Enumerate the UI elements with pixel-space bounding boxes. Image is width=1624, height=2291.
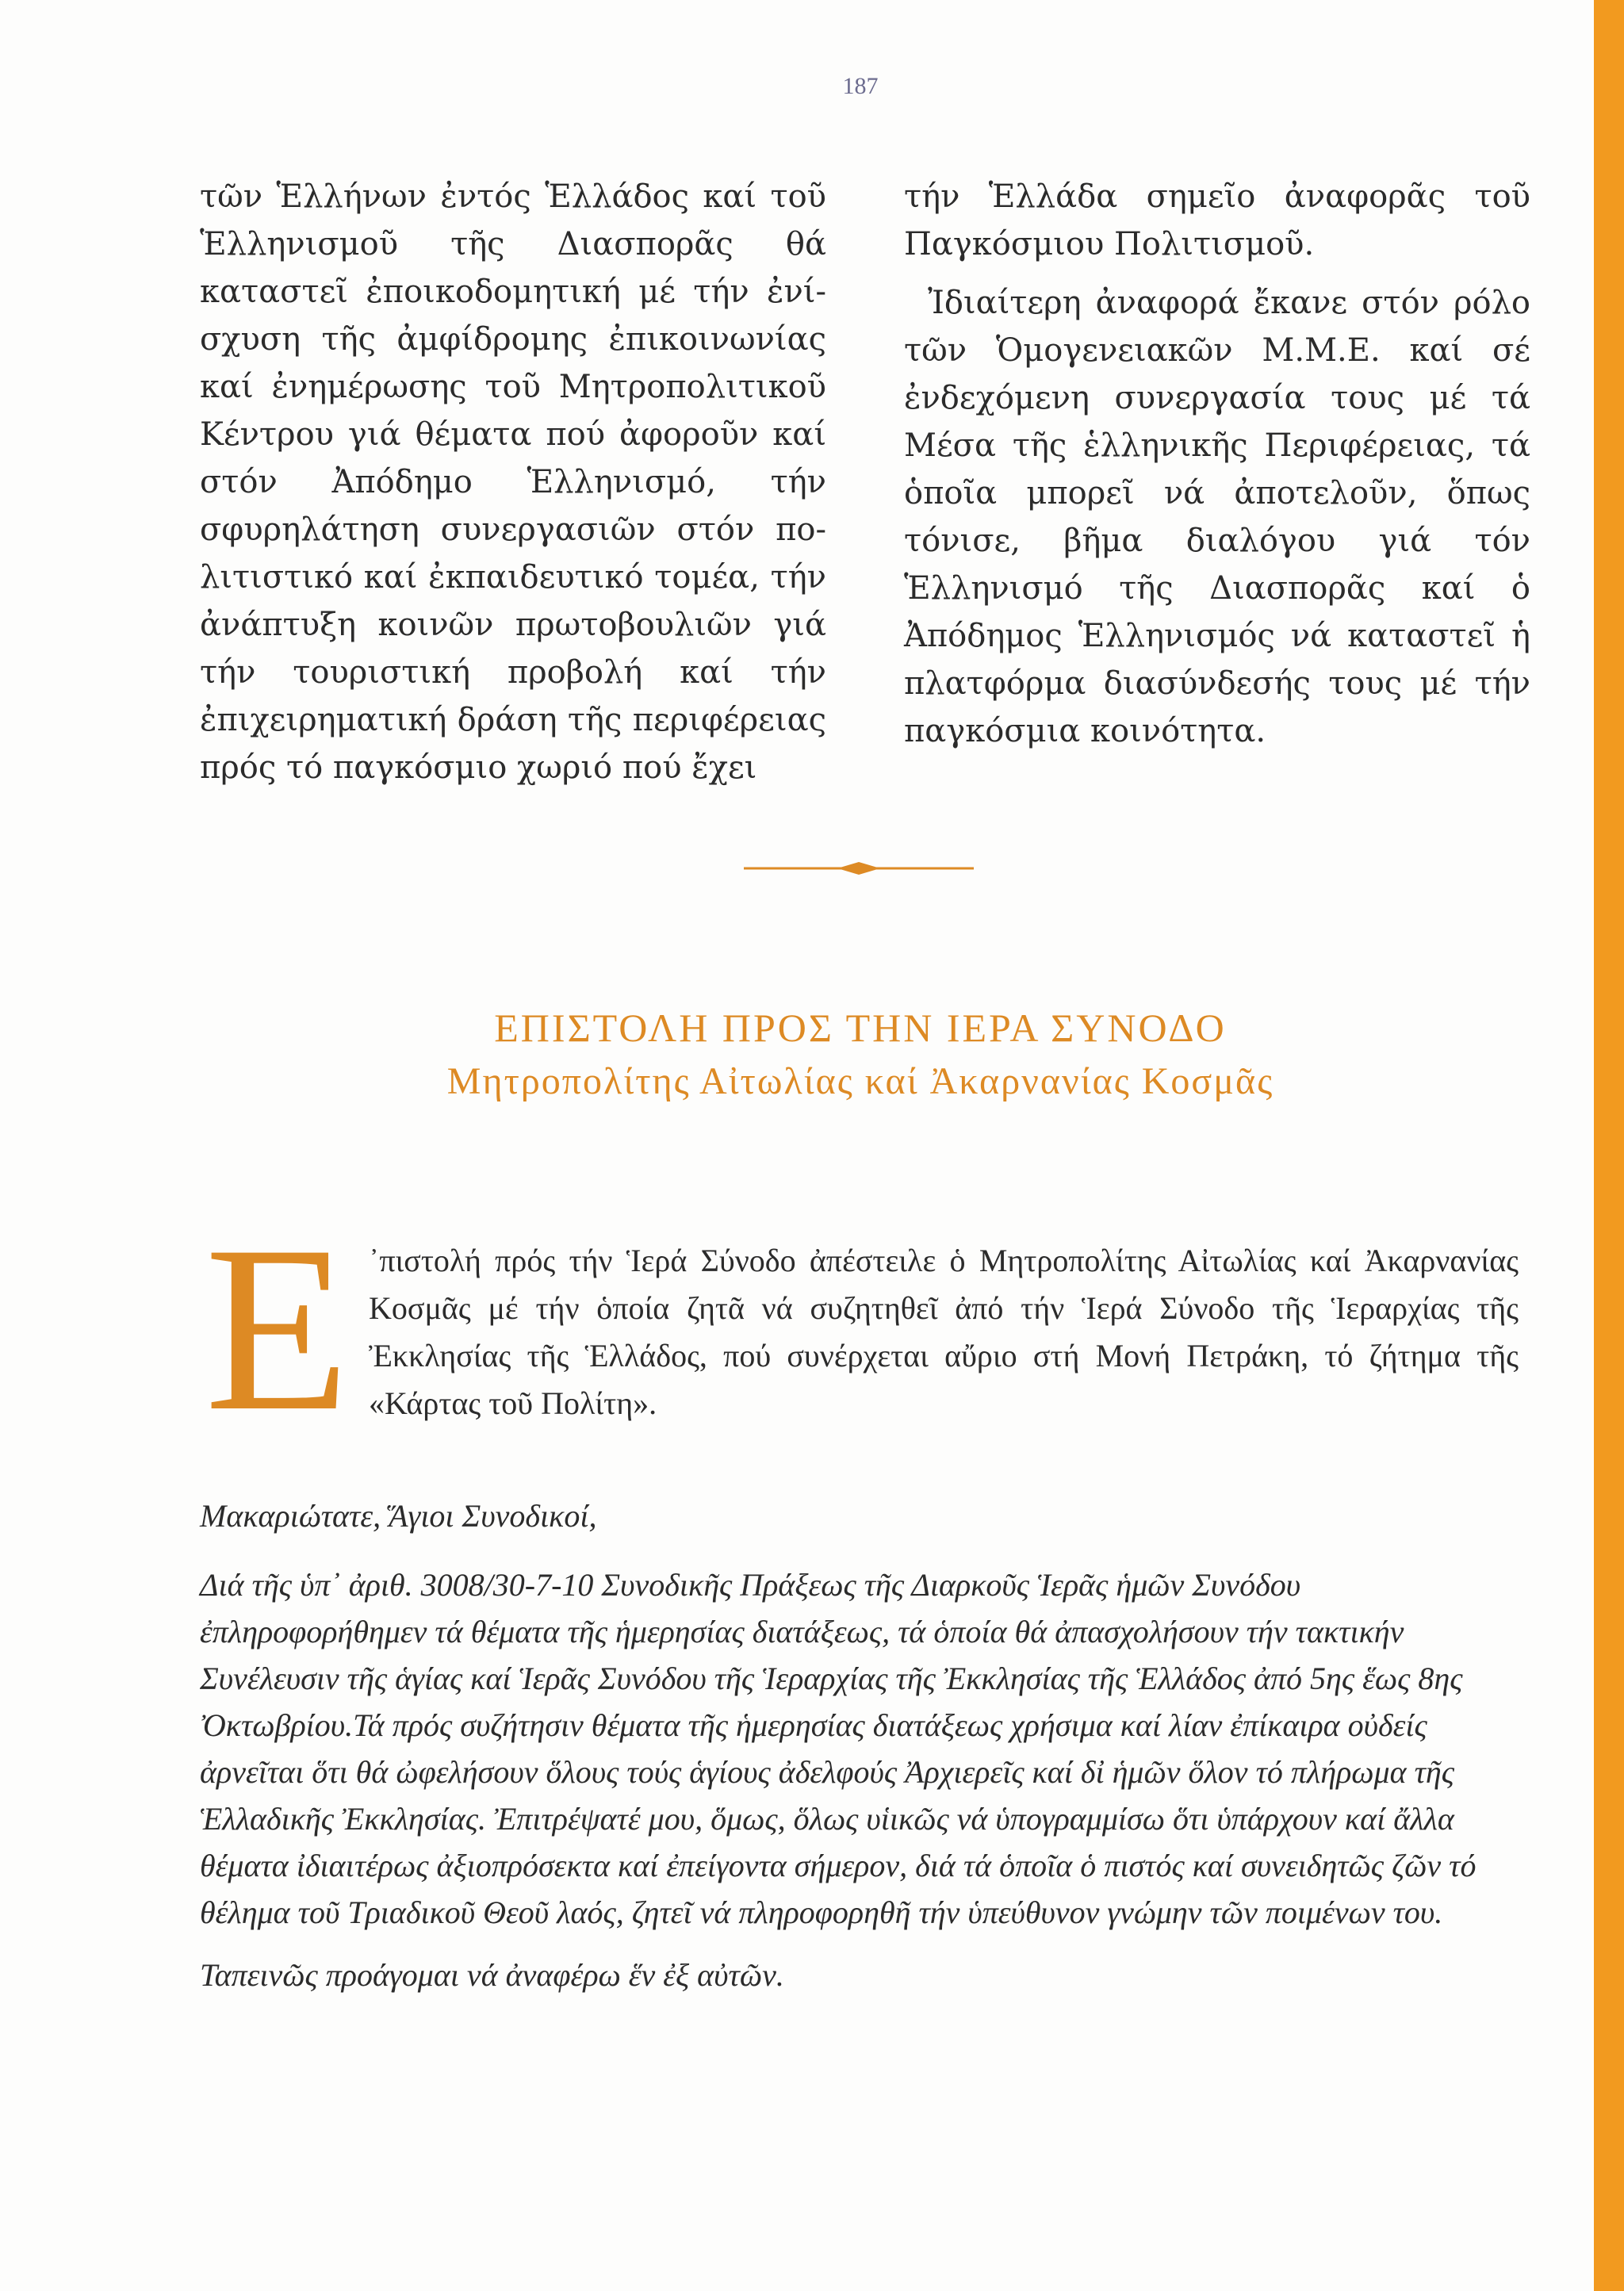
side-accent-bar	[1594, 0, 1624, 2291]
diamond-divider-icon	[744, 856, 974, 880]
page-number: 187	[842, 73, 879, 99]
letter-salutation: Μακαριώτατε, Ἅγιοι Συνοδικοί,	[200, 1498, 597, 1534]
right-column-paragraph-2: Ἰδιαίτερη ἀναφορά ἔκανε στόν ρόλο τῶν Ὁμογενειακῶν Μ.Μ.Ε. καί σέ ἐνδεχόμενη συνεργασία τους μέ τά Μέσα τῆς ἑλληνικῆς Περιφέρειας, τά ὁποῖα μπορεῖ νά ἀποτελοῦν, ὅπως τόνισε, βῆμα διαλόγου γιά τόν Ἑλληνισμό τῆς Διασπορᾶς καί ὁ Ἀπόδημος Ἑλληνισμός νά καταστεῖ ἡ πλατφόρμα διασύνδεσής τους μέ τήν παγκόσμια κοινότητα.	[904, 285, 1530, 749]
drop-cap: Ε	[205, 1197, 350, 1460]
letter-paragraph-1: Διά τῆς ὑπ᾿ ἀριθ. 3008/30-7-10 Συνοδικῆς Πράξεως τῆς Διαρκοῦς Ἱερᾶς ἡμῶν Συνόδου ἐπληροφορήθημεν τά θέματα τῆς ἡμερησίας διατάξεως, τά ὁποία θά ἀπασχολήσουν τήν τακτικήν Συνέλευσιν τῆς ἁγίας καί Ἱερᾶς Συνόδου τῆς Ἱεραρχίας τῆς Ἐκκλησίας τῆς Ἑλλάδος ἀπό 5ης ἕως 8ης Ὀκτωβρίου.Τά πρός συζήτησιν θέματα τῆς ἡμερησίας διατάξεως χρήσιμα καί λίαν ἐπίκαιρα οὐδείς ἀρνεῖται ὅτι θά ὠφελήσουν ὅλους τούς ἁγίους ἀδελφούς Ἀρχιερεῖς καί δἰ ἡμῶν ὅλον τό πλήρωμα τῆς Ἑλλαδικῆς Ἐκκλησίας. Ἐπιτρέψατέ μου, ὅμως, ὅλως υἱικῶς νά ὑπογραμμίσω ὅτι ὑπάρχουν καί ἄλλα θέματα ἰδιαιτέρως ἀξιοπρόσεκτα καί ἐπείγοντα σήμερον, διά τά ὁποῖα ὁ πιστός καί συνειδητῶς ζῶν τό θέλημα τοῦ Τριαδικοῦ Θεοῦ λαός, ζητεῖ νά πληροφορηθῆ τήν ὑπεύθυνον γνώμην τῶν ποιμένων του.	[200, 1567, 1477, 1930]
article-title: ΕΠΙΣΤΟΛΗ ΠΡΟΣ ΤΗΝ ΙΕΡΑ ΣΥΝΟΔΟ	[494, 1006, 1227, 1050]
right-column-paragraph-1: τήν Ἑλλάδα σημεῖο ἀναφορᾶς τοῦ Παγκόσμιου Πολιτισμοῦ.	[904, 178, 1530, 262]
article-intro: ᾿πιστολή πρός τήν Ἱερά Σύνοδο ἀπέστειλε ὁ Μητροπολίτης Αἰτωλίας καί Ἀκαρνανίας Κοσμᾶς μέ τήν ὁποία ζητᾶ νά συζητηθεῖ ἀπό τήν Ἱερά Σύνοδο τῆς Ἱεραρχίας τῆς Ἐκκλησίας τῆς Ἑλλάδος, πού συνέρχεται αὔριο στή Μονή Πετράκη, τό ζήτημα τῆς «Κάρτας τοῦ Πολίτη».	[369, 1243, 1519, 1421]
right-column	[904, 173, 1530, 766]
letter-paragraph-2: Ταπεινῶς προάγομαι νά ἀναφέρω ἕν ἐξ αὐτῶν.	[200, 1957, 784, 1993]
article-heading	[0, 1003, 1624, 1106]
left-column	[200, 173, 826, 803]
letter-body	[200, 1492, 1524, 2014]
article-subtitle: Μητροπολίτης Αἰτωλίας καί Ἀκαρνανίας Κοσμᾶς	[446, 1060, 1274, 1102]
left-column-paragraph: τῶν Ἑλλήνων ἐντός Ἑλλάδος καί τοῦ Ἑλληνισμοῦ τῆς Διασπορᾶς θά καταστεῖ ἐποικοδομητική μέ τήν ἐνίσχυση τῆς ἀμφίδρομης ἐπικοινωνίας καί ἐνημέρωσης τοῦ Μητροπολιτικοῦ Κέντρου γιά θέματα πού ἀφοροῦν καί στόν Ἀπόδημο Ἑλληνισμό, τήν σφυρηλάτηση συνεργασιῶν στόν πολιτιστικό καί ἐκπαιδευτικό τομέα, τήν ἀνάπτυξη κοινῶν πρωτοβουλιῶν γιά τήν τουριστική προβολή καί τήν ἐπιχειρηματική δράση τῆς περιφέρειας πρός τό παγκόσμιο χωριό πού ἔχει	[200, 178, 826, 786]
